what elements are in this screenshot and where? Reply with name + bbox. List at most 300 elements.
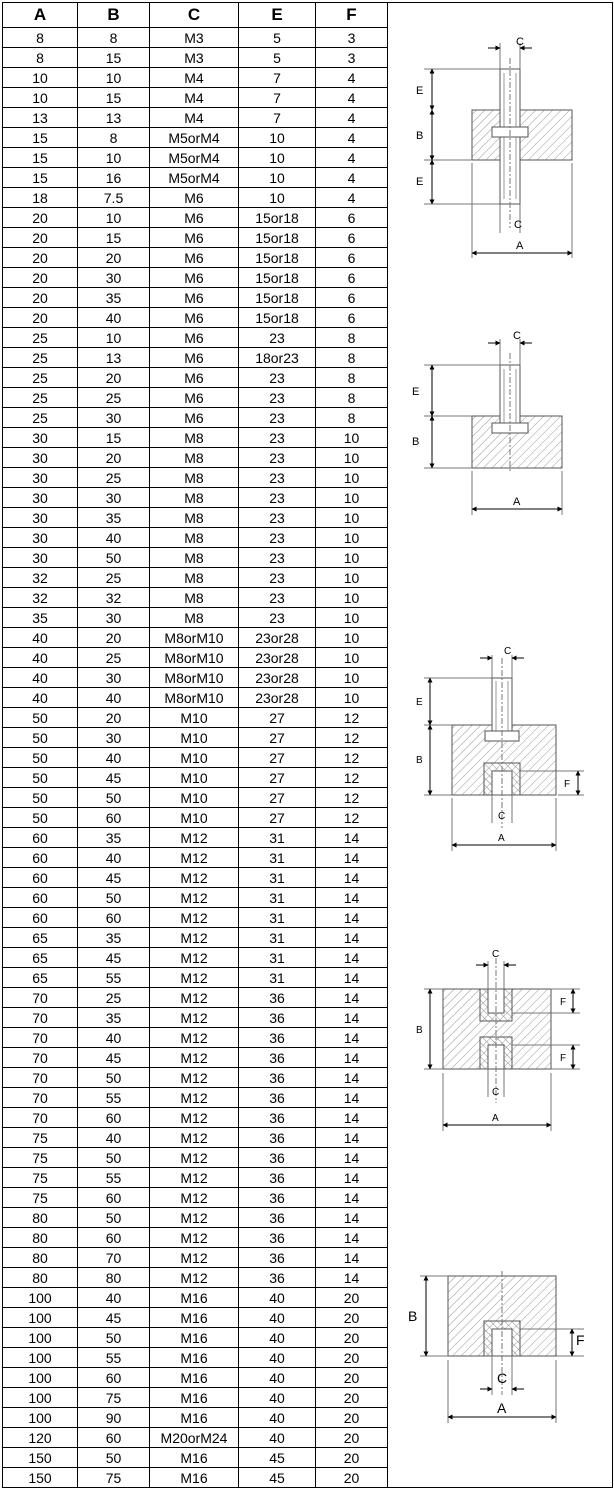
table-cell: M10 xyxy=(150,808,239,828)
table-cell: M8 xyxy=(150,588,239,608)
table-cell: 7.5 xyxy=(78,188,150,208)
table-cell: 23or28 xyxy=(239,688,316,708)
column-header-f: F xyxy=(316,3,388,28)
table-cell: 30 xyxy=(3,428,78,448)
table-cell: 45 xyxy=(78,868,150,888)
table-cell: 7 xyxy=(239,88,316,108)
table-cell: 60 xyxy=(78,808,150,828)
table-row xyxy=(3,888,388,908)
table-cell: 60 xyxy=(78,1428,150,1448)
table-cell: M12 xyxy=(150,1148,239,1168)
table-cell: 100 xyxy=(3,1348,78,1368)
table-row xyxy=(3,1228,388,1248)
table-cell: 36 xyxy=(239,1068,316,1088)
label-c: C xyxy=(497,1370,508,1386)
table-cell: 45 xyxy=(78,948,150,968)
table-cell: 27 xyxy=(239,728,316,748)
table-cell: 31 xyxy=(239,868,316,888)
table-row xyxy=(3,508,388,528)
table-cell: 18 xyxy=(3,188,78,208)
table-cell: 50 xyxy=(3,708,78,728)
label-a: A xyxy=(497,1400,507,1416)
table-cell: 60 xyxy=(3,908,78,928)
dimension-table xyxy=(2,2,388,1488)
table-cell: 120 xyxy=(3,1428,78,1448)
table-cell: 30 xyxy=(3,468,78,488)
table-cell: 32 xyxy=(3,588,78,608)
table-cell: 50 xyxy=(3,768,78,788)
table-row xyxy=(3,748,388,768)
table-cell: 30 xyxy=(78,408,150,428)
table-cell: M8 xyxy=(150,488,239,508)
table-row xyxy=(3,468,388,488)
table-row xyxy=(3,828,388,848)
label-c: C xyxy=(492,949,500,960)
table-cell: 35 xyxy=(3,608,78,628)
table-cell: 55 xyxy=(78,1168,150,1188)
table-cell: 13 xyxy=(78,108,150,128)
table-cell: 14 xyxy=(316,1128,388,1148)
table-cell: 6 xyxy=(316,228,388,248)
table-cell: 36 xyxy=(239,1088,316,1108)
table-cell: M6 xyxy=(150,368,239,388)
table-row xyxy=(3,688,388,708)
table-row xyxy=(3,28,388,48)
table-cell: 80 xyxy=(78,1268,150,1288)
table-cell: 13 xyxy=(78,348,150,368)
table-row xyxy=(3,288,388,308)
table-body xyxy=(3,28,388,1488)
table-cell: M10 xyxy=(150,708,239,728)
table-cell: 36 xyxy=(239,1188,316,1208)
label-c: C xyxy=(504,646,512,657)
table-cell: 75 xyxy=(3,1168,78,1188)
table-cell: 36 xyxy=(239,1268,316,1288)
diagram-male-flat xyxy=(412,330,562,515)
table-cell: M16 xyxy=(150,1408,239,1428)
table-cell: 20 xyxy=(316,1348,388,1368)
table-cell: 5 xyxy=(239,48,316,68)
table-cell: 6 xyxy=(316,268,388,288)
table-cell: 50 xyxy=(78,1068,150,1088)
table-cell: M12 xyxy=(150,868,239,888)
table-row xyxy=(3,1128,388,1148)
table-cell: 65 xyxy=(3,928,78,948)
table-row xyxy=(3,1028,388,1048)
table-cell: 45 xyxy=(239,1448,316,1468)
table-row xyxy=(3,528,388,548)
table-cell: 36 xyxy=(239,1208,316,1228)
table-cell: 150 xyxy=(3,1448,78,1468)
diagram-panel xyxy=(387,2,613,1488)
table-cell: M6 xyxy=(150,228,239,248)
table-cell: 8 xyxy=(78,28,150,48)
table-cell: M5orM4 xyxy=(150,148,239,168)
table-cell: 60 xyxy=(3,848,78,868)
table-cell: 40 xyxy=(78,848,150,868)
table-cell: 70 xyxy=(3,1048,78,1068)
table-cell: 100 xyxy=(3,1408,78,1428)
table-cell: 23or28 xyxy=(239,628,316,648)
table-cell: 40 xyxy=(239,1368,316,1388)
table-cell: 20 xyxy=(316,1468,388,1488)
table-cell: 20 xyxy=(78,448,150,468)
table-cell: 40 xyxy=(78,308,150,328)
table-cell: 14 xyxy=(316,888,388,908)
table-cell: 14 xyxy=(316,1008,388,1028)
table-cell: 40 xyxy=(3,628,78,648)
table-cell: 60 xyxy=(78,1188,150,1208)
table-cell: 75 xyxy=(78,1388,150,1408)
table-cell: 65 xyxy=(3,968,78,988)
table-row xyxy=(3,268,388,288)
table-row xyxy=(3,228,388,248)
table-row xyxy=(3,868,388,888)
table-cell: 10 xyxy=(316,548,388,568)
table-row xyxy=(3,1008,388,1028)
table-cell: 31 xyxy=(239,968,316,988)
table-cell: 14 xyxy=(316,868,388,888)
table-cell: 4 xyxy=(316,148,388,168)
table-cell: 23 xyxy=(239,408,316,428)
table-cell: 8 xyxy=(3,28,78,48)
table-cell: M6 xyxy=(150,328,239,348)
table-cell: 20 xyxy=(3,288,78,308)
table-cell: M12 xyxy=(150,828,239,848)
table-cell: 10 xyxy=(239,168,316,188)
table-row xyxy=(3,1408,388,1428)
table-cell: 40 xyxy=(239,1348,316,1368)
table-cell: 45 xyxy=(78,768,150,788)
table-cell: M12 xyxy=(150,968,239,988)
table-row xyxy=(3,768,388,788)
column-header-e: E xyxy=(239,3,316,28)
table-cell: 31 xyxy=(239,888,316,908)
table-cell: 70 xyxy=(3,988,78,1008)
table-cell: 4 xyxy=(316,68,388,88)
table-cell: 10 xyxy=(78,148,150,168)
table-cell: 75 xyxy=(3,1148,78,1168)
table-cell: M4 xyxy=(150,108,239,128)
table-cell: 10 xyxy=(316,568,388,588)
table-cell: 30 xyxy=(3,548,78,568)
table-cell: M12 xyxy=(150,1048,239,1068)
table-cell: 14 xyxy=(316,1228,388,1248)
table-cell: M10 xyxy=(150,748,239,768)
table-cell: 20 xyxy=(78,248,150,268)
column-header-b: B xyxy=(78,3,150,28)
table-cell: 60 xyxy=(3,868,78,888)
table-cell: M12 xyxy=(150,888,239,908)
table-cell: M10 xyxy=(150,788,239,808)
label-e: E xyxy=(416,697,423,708)
table-cell: M12 xyxy=(150,988,239,1008)
table-cell: 14 xyxy=(316,968,388,988)
label-f: F xyxy=(560,997,567,1008)
table-cell: 30 xyxy=(78,268,150,288)
table-cell: 50 xyxy=(78,788,150,808)
table-row xyxy=(3,588,388,608)
table-cell: 23 xyxy=(239,548,316,568)
table-cell: 12 xyxy=(316,808,388,828)
table-cell: 15or18 xyxy=(239,208,316,228)
table-cell: M12 xyxy=(150,848,239,868)
table-row xyxy=(3,1388,388,1408)
table-row xyxy=(3,68,388,88)
table-cell: M16 xyxy=(150,1388,239,1408)
table-cell: 90 xyxy=(78,1408,150,1428)
table-cell: 70 xyxy=(3,1008,78,1028)
table-row xyxy=(3,448,388,468)
table-cell: 50 xyxy=(78,1448,150,1468)
table-cell: 40 xyxy=(78,688,150,708)
table-row xyxy=(3,488,388,508)
table-cell: M4 xyxy=(150,88,239,108)
table-cell: 60 xyxy=(3,828,78,848)
column-header-c: C xyxy=(150,3,239,28)
table-cell: M12 xyxy=(150,1208,239,1228)
table-row xyxy=(3,1108,388,1128)
table-cell: 35 xyxy=(78,508,150,528)
table-cell: 36 xyxy=(239,1168,316,1188)
table-cell: 10 xyxy=(239,188,316,208)
table-cell: 14 xyxy=(316,1048,388,1068)
table-cell: 23 xyxy=(239,528,316,548)
table-cell: 50 xyxy=(3,808,78,828)
table-cell: 15 xyxy=(78,228,150,248)
table-cell: 60 xyxy=(78,908,150,928)
table-cell: 14 xyxy=(316,988,388,1008)
table-cell: 15 xyxy=(78,48,150,68)
table-cell: 23 xyxy=(239,468,316,488)
table-cell: 36 xyxy=(239,1248,316,1268)
table-cell: 25 xyxy=(78,648,150,668)
table-cell: 10 xyxy=(316,508,388,528)
table-row xyxy=(3,1448,388,1468)
table-cell: 30 xyxy=(3,488,78,508)
table-cell: 32 xyxy=(78,588,150,608)
label-f: F xyxy=(576,1332,585,1348)
table-cell: 40 xyxy=(239,1388,316,1408)
table-cell: 23 xyxy=(239,588,316,608)
table-cell: 100 xyxy=(3,1368,78,1388)
table-cell: 36 xyxy=(239,988,316,1008)
table-row xyxy=(3,1348,388,1368)
table-cell: M6 xyxy=(150,268,239,288)
table-cell: 23 xyxy=(239,388,316,408)
table-cell: 15or18 xyxy=(239,288,316,308)
table-cell: 25 xyxy=(3,388,78,408)
table-cell: 10 xyxy=(316,608,388,628)
table-cell: 30 xyxy=(3,448,78,468)
table-cell: 25 xyxy=(3,348,78,368)
table-cell: 150 xyxy=(3,1468,78,1488)
table-cell: 40 xyxy=(78,748,150,768)
table-cell: 10 xyxy=(316,468,388,488)
label-f: F xyxy=(560,1053,567,1064)
table-cell: 8 xyxy=(78,128,150,148)
table-cell: M6 xyxy=(150,208,239,228)
table-cell: 50 xyxy=(78,1328,150,1348)
table-cell: 35 xyxy=(78,1008,150,1028)
table-cell: 27 xyxy=(239,768,316,788)
table-cell: M3 xyxy=(150,28,239,48)
table-cell: 25 xyxy=(3,408,78,428)
table-cell: 23 xyxy=(239,368,316,388)
table-cell: M16 xyxy=(150,1368,239,1388)
table-cell: 50 xyxy=(3,748,78,768)
table-cell: 4 xyxy=(316,128,388,148)
table-cell: 12 xyxy=(316,768,388,788)
table-cell: 80 xyxy=(3,1228,78,1248)
table-header-row xyxy=(3,3,388,28)
table-cell: M16 xyxy=(150,1448,239,1468)
table-cell: M12 xyxy=(150,908,239,928)
table-cell: 10 xyxy=(316,428,388,448)
table-row xyxy=(3,948,388,968)
table-cell: M12 xyxy=(150,928,239,948)
table-cell: 50 xyxy=(78,548,150,568)
table-cell: 30 xyxy=(78,728,150,748)
table-cell: 8 xyxy=(316,328,388,348)
table-cell: M3 xyxy=(150,48,239,68)
table-cell: 30 xyxy=(3,508,78,528)
table-row xyxy=(3,208,388,228)
table-cell: 14 xyxy=(316,828,388,848)
table-cell: 36 xyxy=(239,1048,316,1068)
table-row xyxy=(3,988,388,1008)
table-row xyxy=(3,568,388,588)
table-cell: 10 xyxy=(316,528,388,548)
table-cell: 12 xyxy=(316,788,388,808)
table-cell: 20 xyxy=(78,368,150,388)
table-cell: 20 xyxy=(316,1388,388,1408)
table-cell: M20orM24 xyxy=(150,1428,239,1448)
table-cell: 50 xyxy=(78,1208,150,1228)
table-cell: 7 xyxy=(239,108,316,128)
table-cell: 6 xyxy=(316,288,388,308)
table-row xyxy=(3,1268,388,1288)
table-cell: 55 xyxy=(78,1348,150,1368)
table-cell: M8 xyxy=(150,428,239,448)
table-cell: 31 xyxy=(239,848,316,868)
table-cell: 16 xyxy=(78,168,150,188)
table-row xyxy=(3,188,388,208)
table-cell: 14 xyxy=(316,1068,388,1088)
table-row xyxy=(3,1168,388,1188)
table-cell: M12 xyxy=(150,1268,239,1288)
table-cell: 15 xyxy=(3,128,78,148)
table-cell: M6 xyxy=(150,348,239,368)
table-cell: 23 xyxy=(239,608,316,628)
table-cell: 10 xyxy=(316,628,388,648)
table-cell: 40 xyxy=(78,528,150,548)
table-cell: 30 xyxy=(78,668,150,688)
table-row xyxy=(3,848,388,868)
label-a: A xyxy=(498,833,505,844)
table-cell: 23 xyxy=(239,448,316,468)
table-cell: 40 xyxy=(239,1428,316,1448)
table-cell: 20 xyxy=(316,1368,388,1388)
table-cell: 23 xyxy=(239,508,316,528)
table-cell: M10 xyxy=(150,728,239,748)
table-cell: 50 xyxy=(3,728,78,748)
table-cell: 27 xyxy=(239,748,316,768)
label-c: C xyxy=(514,219,522,231)
table-cell: 15 xyxy=(78,428,150,448)
table-cell: 8 xyxy=(316,348,388,368)
table-cell: 80 xyxy=(3,1248,78,1268)
table-cell: 40 xyxy=(239,1408,316,1428)
table-cell: 14 xyxy=(316,1208,388,1228)
label-b: B xyxy=(416,130,424,142)
table-cell: 36 xyxy=(239,1008,316,1028)
table-cell: 50 xyxy=(78,888,150,908)
table-cell: M8 xyxy=(150,608,239,628)
table-row xyxy=(3,1248,388,1268)
table-cell: 23 xyxy=(239,488,316,508)
table-cell: 10 xyxy=(316,688,388,708)
table-row xyxy=(3,908,388,928)
table-cell: M12 xyxy=(150,1228,239,1248)
table-cell: 100 xyxy=(3,1288,78,1308)
table-cell: 27 xyxy=(239,708,316,728)
table-cell: 23or28 xyxy=(239,668,316,688)
table-cell: 8 xyxy=(316,388,388,408)
table-cell: 70 xyxy=(3,1088,78,1108)
table-cell: 75 xyxy=(78,1468,150,1488)
table-cell: 36 xyxy=(239,1028,316,1048)
table-row xyxy=(3,328,388,348)
table-cell: 20 xyxy=(316,1288,388,1308)
table-cell: 20 xyxy=(78,708,150,728)
table-row xyxy=(3,1068,388,1088)
table-cell: 20 xyxy=(3,248,78,268)
table-cell: 10 xyxy=(3,88,78,108)
table-cell: 14 xyxy=(316,1188,388,1208)
table-cell: 20 xyxy=(3,268,78,288)
table-cell: M12 xyxy=(150,948,239,968)
table-row xyxy=(3,928,388,948)
table-cell: M12 xyxy=(150,1008,239,1028)
table-cell: 15 xyxy=(3,148,78,168)
table-cell: 10 xyxy=(316,648,388,668)
table-cell: 4 xyxy=(316,108,388,128)
table-cell: 14 xyxy=(316,928,388,948)
table-cell: M8orM10 xyxy=(150,628,239,648)
label-c: C xyxy=(513,330,521,342)
table-cell: 55 xyxy=(78,1088,150,1108)
table-cell: 10 xyxy=(78,208,150,228)
table-row xyxy=(3,648,388,668)
table-row xyxy=(3,128,388,148)
table-cell: 3 xyxy=(316,28,388,48)
table-cell: 15or18 xyxy=(239,248,316,268)
table-cell: 25 xyxy=(78,568,150,588)
table-cell: 31 xyxy=(239,908,316,928)
table-row xyxy=(3,1328,388,1348)
table-row xyxy=(3,808,388,828)
table-cell: 12 xyxy=(316,708,388,728)
table-row xyxy=(3,48,388,68)
table-row xyxy=(3,608,388,628)
table-cell: M16 xyxy=(150,1308,239,1328)
label-e: E xyxy=(416,85,424,97)
table-cell: 27 xyxy=(239,808,316,828)
table-row xyxy=(3,1288,388,1308)
table-cell: M16 xyxy=(150,1288,239,1308)
table-cell: 8 xyxy=(316,368,388,388)
